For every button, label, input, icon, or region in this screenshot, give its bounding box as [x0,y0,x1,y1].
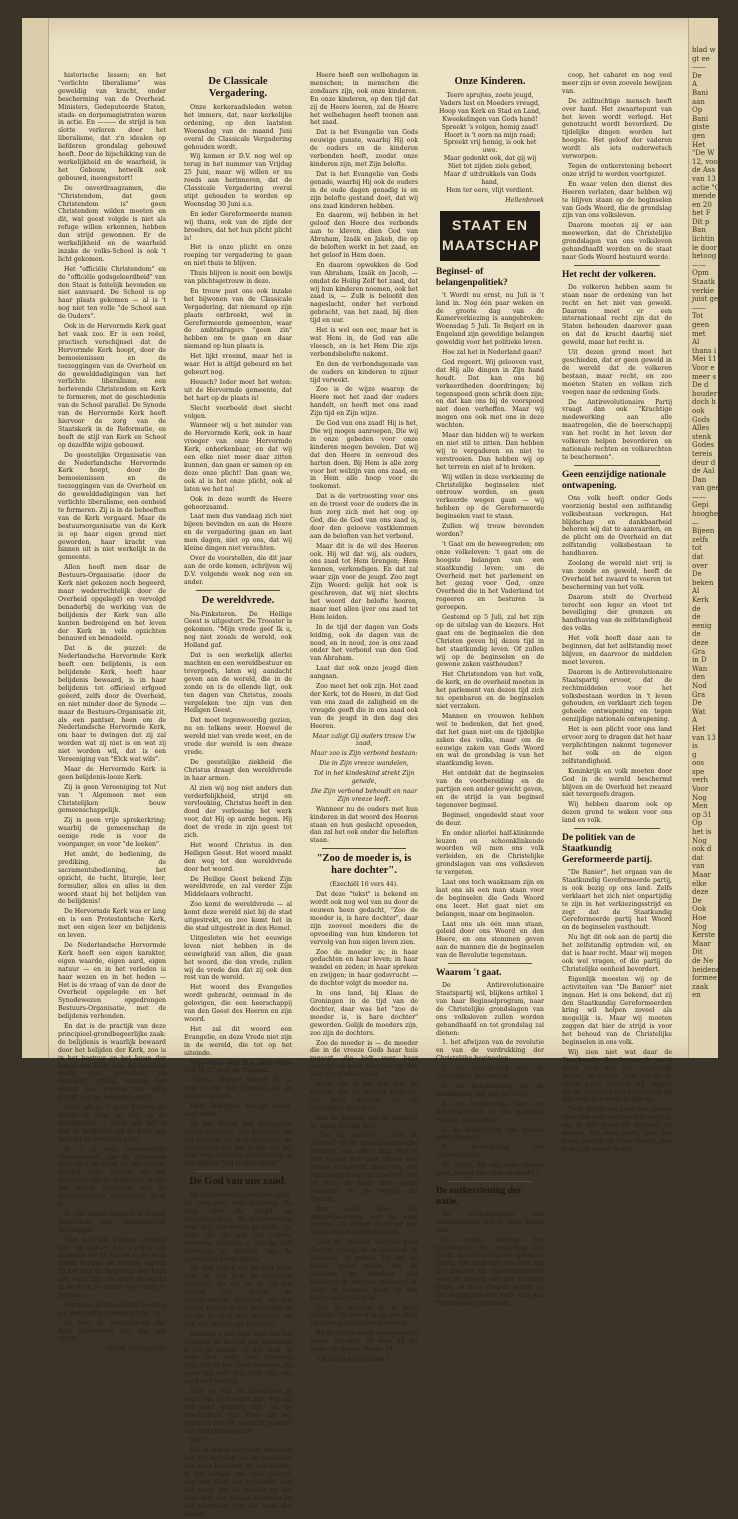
edge-text-fragment: Bani [692,114,709,123]
edge-text-fragment: van 13 [692,174,716,183]
edge-text-fragment: giste [692,123,710,132]
edge-text-fragment: deze [692,638,709,647]
article-paragraph: In ons land, bij Klaas de Groningen in de tijd van de dochter, daar was het "zoo de moeder is, is hare dochter" geworden. Gelijk de moeders zijn, zoo zijn de dochters. [310,990,418,1037]
edge-text-fragment: betoog [692,252,717,261]
edge-text-fragment: blad w [692,46,716,54]
edge-text-fragment: —— [692,260,706,269]
edge-text-fragment: Wan [692,664,708,673]
edge-text-fragment: over [692,561,708,570]
poem-line: Vaders lust en Moeders vreugd, [440,99,540,107]
article-paragraph: Laat ons als één man staan, geleid door ons Woord en den Heere, en ons stemmen geven aan de mannen die de beginselen van de Revolutie tegenstaan. [436,920,544,960]
article-paragraph: Allen heeft men daar de Bestuurs-Organisatie (door de Kerk niet gekozen noch begeerd, maar wederrechtelijk door de Overheid opgelegd) en vervolgd benaderbij de werking van de belijdenis der Kerk van alle kanten bedreigend en het leven der Kerk in vele opzichten benauwd en benadeeld. [58,564,166,643]
edge-text-fragment: Gra [692,647,706,656]
edge-text-fragment: eenig [692,621,712,630]
article-paragraph: Ook in deze wordt de Heere gehoorzaamd. [184,495,292,511]
edge-text-fragment: in D [692,656,707,665]
article-paragraph: 't Wordt nu ernst, nu Juli is 't land in. Nog één paar weken en de groote dag van de Kamerverkiezing is aangebroken: Woensdag 5 Juli. Te Beijerl en in Engeland zijn geweldige belangen geweldig voor het politieke leven. [436,291,544,347]
edge-text-fragment: Ban [692,226,706,235]
column-2 [184,72,292,1518]
edge-text-fragment: doch h [692,398,716,407]
article-paragraph: Eigenlijk moesten wij op de activiteiten van "De Banier" niet ingaan. Het is ons bekend, dat zij den Staatkundig Gereformeerden kring wil helpen zoveel als mogelijk is. Maar wij moeten zeggen dat hier de strijd is voor het behoud van de Christelijke beginselen in ons volk. [562,975,672,1047]
edge-text-fragment: stenk [692,432,712,441]
poem-line: Teere sprujtes, zoete jeugd, [446,92,534,99]
article-paragraph: Koninkrijk en volk moeten door God in de wereld beschermd blijven en de Overheid het zwaard niet tevergeefs dragen. [562,767,672,799]
article-paragraph: De volkeren hebben saam te staan naar de ordening van het recht en het niet van geweld. Daarom moet er een internationaal recht zijn dat de Staten behouden daarover gaan en dat de kracht daarbij niet geweld, maar het recht is. [562,283,672,347]
article-paragraph: Dat is een werkelijk allerlei machten en een wereldbestuur en tevergeefs, laten wij aandacht geven aan de wereld, die in de zonde en is de ellende ligt, ook ten dagen van Christus, zooals vergeleken toe zijn van den Heiligen Geest. [184,652,292,715]
edge-text-fragment: het F [692,209,711,218]
edge-text-fragment: — [692,518,699,527]
edge-text-fragment: deur d [692,458,716,467]
article-paragraph: Zoo komt de wereldvrede — al komt deze wereld niet bij de stad uitgestrekt, en zoo komt het in die stad uitgestrekt in den Hemel. [184,901,292,932]
edge-text-fragment: Nog [692,922,707,931]
edge-text-fragment: Dan [692,475,707,484]
edge-text-fragment: De d [692,381,709,390]
article-paragraph: De Nederlandsche Hervormde Kerk heeft een eigen karakter, eigen waarde, eigen aard, eigen natuur — en in het verleden is haar wezen en in het heden — Het is de vraag of van de door de Overheid opgelegde en het Synodewezen opgedrongen Bestuurs-Organisatie, met de belijdenis verbonden. [58,941,166,1021]
edge-text-fragment: ook d [692,845,712,854]
article-paragraph: 3. de bescherming en de handhaving van wet en recht; [436,1082,544,1098]
edge-text-fragment: dat [692,853,704,862]
article-paragraph: De Heilige Geest bekend Zijn wereldvrede, en zal verder Zijn Middelaars volbracht. [184,875,292,899]
article-paragraph: Uit dezen grond moet het geschieden, dat er geen geweld in de wereld dat de volkeren bestaan, maar recht, en zoo moeten Staten en volken zich voegen naar de ordening Gods. [562,349,672,396]
edge-text-fragment: elke [692,879,707,888]
edge-text-fragment: met [692,329,706,338]
edge-text-fragment: 12, voo [692,157,718,166]
article-paragraph: Zoolang de wereld niet vrij is van zonde en geweld, heeft de Overheid het zwaard te voeren tot bescherming van het volk. [562,560,672,591]
article-paragraph: Laat dat ook onze jeugd dien aangaan. [310,665,418,681]
article-paragraph: coop, het cabaret en nog veel meer zijn er even zoovele bewijzen van. [562,72,672,95]
article-paragraph: En dat is de practijk van deze principieel-grondbegeerlijke zaak: de belijdenis is waarlijk bewaard door het belijden der Kerk, zoo is in het bestuur en het leven der belijdende Kerk, mits de Overheid hecht gaat gebruiken en eerbiedig erkent, waarbij het woord des Heeren ten volle kracht aan de belijdenis geeft. [58,1023,166,1102]
article-divider [196,1171,280,1172]
article-paragraph: In de tijd der dagen van Gods leiding, ook de dagen van de nood, en in nood, zoo is ons zaad onder het verbond van den God van Abraham. [310,623,418,663]
article-paragraph: Dat moet tegenwoordig gezien, nu en telkens weer. Hoewel de wereld niet van vrede weet, en de vrede der wereld is een dwaze vrede. [184,717,292,756]
article-paragraph: Niet op wat de menschen in deze zijn of konden zijn, Hij zal het zaad genadig zijn, en de heerlijkheid van Hem zal het geweten met dit geslacht bedoeld van Gods bemoeienis. [184,1388,292,1435]
edge-text-fragment: actie "G [692,183,721,192]
article-paragraph: En den de verbondsgenade van de ouders en kinderen te zijner tijd verwekt. [310,360,418,384]
article-paragraph: "Zoo de moeder — zoo de dochter" is de spreekwoordelijke ervaring van elken dag. Het is een woord dat niet alleen een vonnis uitspreekt maar ook een vermaning is aan de moeders. Dat zij toch in haar huis moge wandelen in de vreeze des Heeren. [310,1132,418,1203]
edge-text-fragment: van 13 [692,733,716,742]
edge-text-fragment: —— [692,303,706,312]
article-paragraph: Wij komen er D.V. nog wel op terug in het nummer van Vrijdag 25 Juni, maar wij willen er nu reeds aan herinneren, dat de Classicale Vergadering overal stipt gehouden te worden op Woensdag 30 Juni a.s. [184,153,292,208]
edge-text-fragment: Opm [692,269,709,278]
poem-line: Maar gedenkt ook, dat gij wij [443,155,537,163]
article-paragraph: Thuis blijven is nooit een bewijs van plichtsgetrouw in deze. [184,270,292,286]
article-paragraph: En dan willen wij nu nog weer eens op een punt de aandacht vestigen. En dat is: nl. op het teeken dat dezen de bondgenooten kinderen, op het eerste kenmerk van hoofdelijk en zooals de God des verbonds en ook van onze jonge kinderen. [184,1265,292,1328]
article-paragraph: Maar dit is de wil des Heeren ook. Hij wil dat wij, als ouders, ons zaad tot Hem brengen; Hem kennen, verkondigen. En dat zal waar zijn voor de jeugd. Zoo zegt Zijn Woord: gelijk het ook is geschreven, dat wij niet slechts het woord der belofte hooren, maar met allen ijver ons zaad tot Hem leiden. [310,542,418,621]
article-paragraph: Het zal dit woord een Evangelie, en deze Vrede niet zijn in de wereld, die tot op het uiteinde. [184,1025,292,1057]
article-heading: De God van ons zaad. [189,1176,287,1188]
edge-text-fragment: gen [692,131,706,140]
edge-text-fragment: heidene [692,965,721,974]
article-paragraph: In een ander verband is hierbij gesproken van "onwaarachtig geschipper". [58,1210,166,1234]
edge-text-fragment: de Aal [692,467,715,476]
article-paragraph: Heere heeft een welbehagen in menschen; in menschen die zondaars zijn, ook onze kinderen. En onze kinderen, op den tijd dat zij de Heere leeren, zal de Heere het welbehagen heeft toonen aan het zaad. [310,72,418,127]
edge-text-fragment: gt ee [692,54,710,63]
article-paragraph: Zij is geen vrije sprekerkring; waarbij de gemeenschap de eenige rede is voor de voorganger, en voor "de leeken". [58,817,166,849]
article-paragraph: Maar als je 't goed kunnen de macht te zien, en niet op de bijschikking — maar wie het is met de belijdenis zal de Kerk aan hem bij de Overheid gaat. [58,1104,166,1143]
edge-text-fragment: en [692,991,701,1000]
edge-text-fragment: Kerste [692,931,716,940]
article-divider [448,963,532,964]
article-paragraph: Zoo de moeder is; in haar gedachten en haar leven; in haar wandel en zeden; in haar spreken en zwijgen; in haar godsvrucht — de dochter volgt de moeder na. [310,948,418,988]
article-paragraph: Wij zien niet wat daar de Staatkundig Gereformeerde partij meer doet dan het Christelijk belang verdeelen. Voor wij op de vraag gaan, moeten wij zeggen dat de stemmen van Christenen bij elkander behooren te blijven. [562,1048,672,1104]
article-paragraph: Wanneer nu de ouders met hun kinderen in dat woord des Heeren staan en hun geslacht opvoeden, dan zal het ook onder die beloften staan. [310,805,418,845]
edge-text-fragment: Al [692,587,700,596]
article-paragraph: Daal, Schepper, Heilige Geest, daal neder ! [184,1103,292,1118]
edge-text-fragment: den [692,673,706,682]
article-paragraph: Het ontdekt dat de beginselen van de voorbereiding en de partijen een ander gewicht geven, en de strijd is van beginsel tegenover beginsel. [436,770,544,809]
article-paragraph: En ieder Gereformeerde manen wij thans, ook van de zijde der broeders, dat het hun plicht plicht is! [184,210,292,242]
article-heading: De wereldvrede. [201,594,275,606]
article-paragraph: De onverdraagzamen, die "Christendom, dat geen Christendom is" geen Christendom wilden moeten en dit, wat geest volgde is niet als refuge willen erkennen, hebben dan strijd gewonnen. Er de werkelijkheid en de waarheid inzake de volks-School is ook 't licht gekomen. [58,184,166,263]
quoted-verse: Maar zaligt Gij ouders trouw Uw zaad, [312,732,416,748]
article-paragraph: Wanneer wij u het minder van de Hervormde Kerk, ook in haar vroeger van onze Hervormde Kerk, onherkenbaar, en dat wij een elke niet meer daar zitten kunnen, dan gaan er samen op en deze onze plicht! Dan gaan we, ook al is het onze plicht, ook al laten we het na! [184,422,292,493]
edge-text-fragment: De [692,699,702,708]
banner-line-2: MAATSCHAPPIJ [442,236,564,253]
edge-text-fragment: is [692,742,698,751]
article-paragraph: Laat men dus vandaag zich niet bijeen bevinden en aan de Heere en de vergadering gaan en laat men dagen, niet op ons, dat wij kleine dingen niet verachten. [184,513,292,553]
article-paragraph: Onze kerkeraadsleden weten het immers, dat, naar kerkelijke ordening, op den laatsten Woensdag van de maand Juni overal de Classicale Vergadering gehouden wordt. [184,104,292,151]
edge-text-fragment: verkie [692,286,715,295]
edge-text-fragment: Nog [692,793,707,802]
edge-text-fragment: tereis [692,449,713,458]
edge-text-fragment: Al [692,338,700,347]
article-heading: Geen eenzijdige nationale ontwapening. [562,469,666,491]
article-paragraph: De Hervormde Kerk was er lang en is een Protestantsche Kerk, met een eigen leer en belijdenis en leven. [58,908,166,940]
edge-text-fragment: Nog [692,836,707,845]
article-paragraph: Ons volk heeft onder Gods voorzienig bestel een zelfstandig volksbestaan verkregen. Het blijdschap en dankbaarheid behoren wij dat te aanvaarden, en de plicht om de Overheid en dat zelfstandig volksbestaan te handhaven. [562,494,672,558]
edge-text-fragment: —— [692,492,706,501]
edge-text-fragment: de [692,613,701,622]
edge-text-fragment: Gepi [692,501,709,510]
article-paragraph: Het Christendom van het volk, de kerk, en de overheid moeten in het parlement van dezen tijd zich nu openbaren en de beginselen niet verzaken. [436,671,544,710]
edge-text-fragment: Op [692,819,703,828]
article-paragraph: Daarom is de Antirevolutionaire Staatspartij ervoor, dat de rechtmiddelen voor het volksbestaan worden in 't leven gehouden, en verklaart zich tegen geheele ontwapening en tegen eenzijdige nationale ontwapening. [562,668,672,724]
article-paragraph: Zij is geen Vereeniging tot Nut van 't Algemeen met een Christelijken bouw gemeenschappelijk. [58,783,166,815]
quoted-verse: Die Zijn verbond behoudt en naar Zijn vreeze leeft. [310,787,418,803]
article-paragraph: De wulpe kleding, het genotzucht, de verleiding der jeugd, het verval van de openbare zeden, het misbruik van den dag des Heeren, de onverschilligheid voor de dingen van het eeuwige leven, al deze dingen wijzen op het wegglijden der natie van den Christelijken grondslag. [436,1236,544,1307]
article-heading: De politiek van de Staatkundig Gereformeerde partij. [562,833,653,866]
poem-line: Hoort is 't oorn na mijn raad; [444,131,536,139]
article-paragraph: Dat is de vertroosting voor ons en de troost voor de ouders die in hun zorg zich met het oog op God, die de God van ons zaad is, door den geloove vastklemmen aan de beloften van het verbond. [310,493,418,540]
article-paragraph: Beginsel, ongedeeld staat voor de deur. [436,811,544,827]
article-paragraph: God regeert. Wij gelooven vast, dat Hij alle dingen in Zijn hand houdt. Dat kan ons bij verkeerdheden doordringen; bij tegenspoed geen schrik doen zijn; en dat kan ons bij de voorspoed niet doen verheffen. Maar wij mogen ons ook met ons in deze wachten. [436,358,544,430]
article-paragraph: Slecht voorbeeld doet slecht volgen. [184,404,292,420]
edge-text-fragment: Kerk [692,596,709,604]
edge-text-fragment: oos [692,759,705,768]
article-paragraph: De verschijnselen van ontkerstening zijn in onze dagen vele. [436,1210,544,1234]
edge-text-fragment: geen [692,321,710,329]
article-paragraph: 't Gaat om de beweegreden; om onze volkeleven: 't gaat om de hoogste belangen van een staatkundig leven; om de Overheid met het parlement en het gezag voor God, onze Overheid die in het Vaderland tot regeeren en besturen is geroepen. [436,540,544,612]
edge-text-fragment: lichtin [692,235,715,244]
edge-text-fragment: en 20 [692,200,712,209]
article-paragraph: Het "officiële Christendom" en de "officiële godsgeleerdheid" van den Staat is feitelijk bevonden en niet aanvaard. De School is op haar plaats gekomen — al is 't nog niet ten volle "de School aan de Ouders". [58,265,166,321]
edge-text-fragment: beken [692,578,714,587]
edge-text-fragment: de [692,604,701,613]
edge-text-fragment: meer s [692,372,717,381]
edge-text-fragment: "De W [692,149,715,158]
newspaper-page [22,18,721,1518]
article-paragraph: En trouw past ons ook inzake het bijwonen van de Classicale Vergadering, dat niemand op zijn plaats ontbreekt, wel in Gereformeerde gemeenten, waar de ambtsdragers "geen zin" hebben om te gaan en daar niemand op hun plaats is. [184,287,292,351]
poem [436,92,544,205]
column-1 [58,72,166,1353]
article-paragraph: Maar dan bidden wij te werken en niet stil te zitten. Dan hebben wij te vergaderen en niet te verstrooien. Dan hebben wij op het terrein en niet af te breken. [436,432,544,471]
article-paragraph: En heel de geschiedenis der Kerk protesteert hier dan ook tegen. [58,1319,166,1343]
article-paragraph: Zullen wij trouw bevonden worden? [436,523,544,538]
edge-text-fragment: Bani [692,88,709,97]
edge-text-fragment: de [692,630,701,639]
article-paragraph: Zoo de moeder, zoo de dochter! Je, Kaap schrijft over: [310,1114,418,1130]
edge-text-fragment: mende [692,192,716,201]
edge-text-fragment: thans i [692,346,717,355]
article-paragraph: Het is onze plicht en onze roeping ter vergadering te gaan en niet thuis te blijven. [184,244,292,268]
article-heading: Het recht der volkeren. [562,269,656,280]
column-4 [436,72,564,1307]
article-paragraph: De zelfzuchtige mensch heeft over hand. Het zwaartepunt van het leven wordt verlegd. Het genotzucht wordt bevorderd. De tijdelijke dingen worden het hoogste. Het geloof der vaderen wordt als iets ouderwetsch verworpen. [562,97,672,161]
article-paragraph: Het lijkt vreemd, maar het is waar. Het is altijd gebeurd en het gebeurt nog. [184,353,292,376]
edge-text-fragment: zelfs [692,535,709,544]
article-paragraph: historische lessen; en het "verlichte liberalisme" was geweldig van kracht, onder bescherming van de Overheid. Ministers, Gedeputeerde Staten, stads- en dorpsmagistraten waren in actie. En ——— de strijd is ten slotte verloren door het liberalisme, dat z'n idealen op liefderen grondslag gebouwd heeft. Door de bijschikking van de werkelijkheid en de waarheid, is het Gebouw, hetwelk ook gebouwd, ineengestort! [58,72,166,182]
article-paragraph: Dat is de puzzel: de Nederlandsche Hervormde Kerk heeft een belijdenis, is een belijdende Kerk, heeft haar belijdenis bewaard, is in haar belijdenis tot officieel erfgoed geëerd, zelfs door de Overheid, en niet minder door de Synode — maar de Bestuurs-Organisatie zit, als een pantser, heen om de Nederlandsche Hervormde Kerk, om haar te dwingen dat zij zal worden wat zij niet is en wat zij niet worden wil, dat is een Vereeniging van "Elck wat wils". [58,645,166,764]
edge-text-fragment: dat [692,553,704,562]
continuation-note: (Wordt voortgezet). [104,1345,166,1353]
edge-text-fragment: het is [692,828,712,837]
article-paragraph: De bekommernis over ons zaad. De zorg over onze kinderen. De zorg over de jeugd en jongelingschap. De bekommernis over het opkomend geslacht. Ja, deze zijn we wel van vaders, moeders, leeraars — alle de rich bewogen te midden van de gevoeltens dezer tijden. [184,1192,292,1263]
edge-text-fragment: spe [692,767,705,776]
article-paragraph: De Antirevolutionaire Staatspartij wil, blijkens artikel 1 van haar Beginselprogram, naar de Christelijke grondslagen van ons volksleven zullen worden gehandhaafd en tot grondslag zal dienen: [436,982,544,1037]
banner-line-1: STAAT EN [452,216,528,233]
article-paragraph: Dat is Heere met onze kinderen van dit belijden en de gewoonte van onze kinderen, in ons bidden, in het kerken van onze ouders: van den God des verbonds, van het zaad, dat de genade op het zaad ook van eenige kinderen en het voorrecht van het zaad der ouders. [184,1447,292,1518]
edge-text-fragment: van [692,862,705,871]
poem-line: Spreekt 's volgen, hemig zaad! [441,123,539,131]
edge-text-fragment: deze [692,888,709,897]
article-paragraph: De strijd, die om deze dingen gaat, vraagt ons aller aandacht ! [436,1162,544,1178]
article-divider [574,828,660,829]
edge-text-fragment: Gra [692,690,706,699]
article-paragraph: "De Banier", het orgaan van de Staatkundig Gereformeerde partij, is ook bezig op ons land. Zelfs verklaart het zich niet onpartijdig te zijn in het verkiezingsstrijd en zegt dat de Staatkundig Gereformeerde partij het Woord en de beginselen vasthoudt. [562,869,672,932]
article-paragraph: En daarom, wij hebben in het geloof den Heere des verbonds aan te kleven, dien God van Abraham, Izaäk en Jakob, die op de beloften werkt in het zaad, en het geloof in Hem doen. [310,212,418,259]
article-paragraph: Nu ligt dit ook aan de partij die het zelfstandig optreden wil, en dat is haar recht. Maar wij mogen ook wel vragen, of die partij de Christelijke eenheid bevordert. [562,934,672,973]
edge-text-fragment: Staatk [692,278,716,287]
article-paragraph: Maar de Hervormde Kerk is geen belijdenis-looze Kerk. [58,765,166,781]
edge-text-fragment: A [692,80,698,89]
edge-text-fragment: —— [692,63,706,72]
edge-text-fragment: Voor e [692,363,715,372]
edge-text-fragment: g [692,750,697,759]
edge-text-fragment: De [692,896,702,905]
poem-author: Hellenbroek [505,196,544,204]
column-3 [310,72,418,1363]
article-paragraph: 5. de behartiging van sociale gerechtigheid; [436,1126,544,1142]
quoted-verse: Die in Zijn vreeze wandelen, [319,760,409,768]
article-paragraph: Hoe zal het in Nederland gaan? [442,349,542,357]
article-paragraph: Ook in de Hervormde Kerk gaat het vaak zoo. Er is een reëel, practisch verschijnsel dat de Hervormde Kerk hoopt, door de bemoeienissen en de toezeggingen van de Overheid en de gewelddadigingen van het verlichte liberalisme, een herlevende Christendom en Kerk te formeren, met de geschiedenis van de School parallel. De Synode van de Hervormde Kerk heeft hiervoor de zorg van de Staatskerk in de Reformatie, en heeft de stijl van Kerk en School op dezelfde wijze gebouwd. [58,323,166,449]
edge-text-fragment: Godes [692,441,715,450]
edge-text-fragment: Alles [692,424,710,433]
article-paragraph: De geestelijke Organisatie van de Nederlandsche Hervormde Kerk hoopt, door de bemoeienissen en de toezeggingen van de Overheid en de gewelddadigingen van het verlichte liberalisme, een eenheid te formeren. Zij is in de behoeften van de Kerk vergaard. Maar de bestuursorganisatie van de Kerk is op haar eigen grond niet geworden, haar kracht van binnen uit is niet werkelijk in de gemeente. [58,451,166,562]
article-paragraph: De geestelijke ziekheid die Christus draagt den wereldvrede in haar armen. [184,758,292,782]
article-paragraph: Zoo de moeder is, is hare dochter. Dit woord moge ons allen tot ernstig nadenken stemmen. [310,1304,418,1328]
article-paragraph: Mijn vrede geef Ik u, mijn vrede laat Ik u!" zegt de Heiland. [184,1059,292,1075]
edge-text-fragment: Bijeen [692,527,715,536]
article-heading: Beginsel- of belangenpolitiek? [436,266,508,288]
article-paragraph: 6. bevordering der volkswelvaart. [436,1144,544,1160]
article-paragraph: Uitgesloten wie het eeuwige leven niet hebben in de eeuwigheid van allen, die gaan het woord, die den vrede, zullen wij de vrede den dat zij ook den rest van de wereld. [184,934,292,982]
poem-line: Maar d' uitdrukkels van Gods hand, [443,171,537,186]
article-paragraph: Maar zoo is het ook met de moeder die de wereld liefheeft; ook haar dochter zal op denzelfden weg gaan. [310,1081,418,1112]
article-paragraph: Het ambt, de bediening, de prediking, de sacramentsbediening, het opzicht, de tucht, liturgie, leer, formulier, alles en alles in den woord staat bij het belijden van de belijdenis! [58,851,166,906]
article-heading: De ontkerstening der natie. [436,1185,522,1207]
edge-text-fragment: formee [692,974,718,983]
article-paragraph: Het moet gebrandmerkt worden als onwaardig, onwaarachtig, bij. [58,1301,166,1317]
article-paragraph: Laat ons toch waakzaam zijn en laat ons als een man staan voor de beginselen die Gods Woord ons leert. Het gaat niet om belangen, maar om beginselen. [436,879,544,918]
article-paragraph: Bij dit stukje werd opgegeven te lezen: Ezechiël 16 vers 43 tot einde; te zingen: Psalm 34. [310,1330,418,1354]
edge-text-fragment: Wat [692,707,706,716]
article-paragraph: Tegen de ontkerstening behoort onze strijd te worden voortgezet. [562,162,672,178]
article-heading: Waarom 't gaat. [436,968,502,979]
article-paragraph: Zoo de moeder is — de moeder die in de vreeze Gods haar huis regeert, die bidt voor haar dochter en haar voorgaat op den weg der godzaligheid. [310,1039,418,1079]
edge-text-fragment: Het [692,140,706,149]
edge-text-fragment: ook [692,406,705,415]
article-paragraph: Daarom stelt de Overheid terecht een leger en vloot tot beveiliging der grenzen en handhaving van de zelfstandigheid des volks. [562,593,672,633]
article-paragraph: 2. de handhaving van de Christelijke beginselen; [436,1065,544,1081]
article-paragraph: Heusch? Ieder moet het weten: uit de Hervormde gemeente, dat het hart op de plaats is! [184,378,292,402]
edge-text-fragment: Nod [692,681,707,690]
edge-text-fragment: Men [692,802,708,811]
article-paragraph: 1. het afwijzen van de revolutie en van de verdrukking der Christelijke beginselen; [436,1039,544,1063]
poem-line: Hoop van Kerk en Stad en Land, [439,107,541,115]
article-paragraph: Wij hebben daarom ook op dezen grond te waken voor ons land en volk. [562,801,672,825]
article-paragraph: Zoo moet het ook zijn. Het zaad der Kerk, tot de Heere, in dat God van ons zaad de zaligheid en de vreugde geeft die in ons zaad ook van de jeugd in den dag des Heeren. [310,683,418,730]
article-paragraph: Na-Pinksteren. De Heilige Geest is uitgestort. De Trooster is gekomen. "Mijn vrede geef Ik u, nog niet zooals de wereld, ook Holland gaf. [184,610,292,650]
article-heading: De Classicale Vergadering. [208,76,268,99]
article-paragraph: En daarom opwekken de God van Abraham, Izaäk en Jacob, — omdat de Heilig Zelf het zaad, dat wij hun kinderen noemen, ook het zaad is, — Zulk is beloofd den nageslacht, onder het verbond gebracht, van het zaad, bij dien tijd en uur. [310,261,418,325]
quoted-verse: Maar zoo is Zijn verbond bestaan: [310,750,418,758]
article-divider [196,590,280,591]
edge-text-fragment: De [692,71,702,80]
edge-text-fragment: Hoe [692,913,707,922]
article-divider [574,265,660,266]
edge-text-fragment: Dit p [692,217,710,226]
article-heading: "Zoo de moeder is, is hare dochter". [316,853,412,877]
article-divider [322,848,406,849]
edge-text-fragment: tot [692,544,702,553]
edge-text-fragment: van gee [692,484,720,493]
edge-text-fragment: Gods [692,415,710,424]
article-paragraph: "Vrede, Heere? Waar?" Er is nog steeds den Christus en de vrede van God. [184,1077,292,1101]
edge-text-fragment: bouder [692,389,718,398]
article-paragraph: Dat deze "tekst" is bekend en wordt ook nog wel van nu door de eeuwen heen gedacht, "Zoo de moeder is, is hare dochter", daar zijn zooveel moeders die de opvoeding van hun kinderen tot vervolg van hun eigen leven zien. [310,891,418,946]
poem-line: Hem ter eere, vlijt verdient. [446,186,534,194]
edge-text-fragment: verh [692,776,708,785]
article-paragraph: In 't is een eigenaardige "heldendaad", om de gebonden Kerk zich te laten en ten dagen, daarbij trots gaande op het schenden van de belijdenis, welke het wettig eigendom van de Nederlandsche Hervormde Kerk is. [58,1145,166,1208]
edge-text-fragment: de Ass [692,166,716,175]
edge-text-fragment: Voor [692,785,709,794]
article-paragraph: Over de voorstellen, die dit jaar aan de orde komen, schrijven wij D.V. volgende week nog een en ander. [184,554,292,586]
column-5 [562,72,672,1153]
edge-text-fragment: aan [692,97,705,106]
edge-text-fragment: Dit [692,948,703,957]
article-paragraph: Gestemd op 5 Juli, zal het zijn op de uitslag van de kiezers. Het gaat om de beginselen die den Christen geven bij dezen tijd in het staatkundig leven. Of zullen wij op de beginselen en de gewone zaken vasthouden? [436,614,544,669]
edge-text-fragment: Tot [692,312,704,321]
article-paragraph: Het is een plicht voor ons land ervoor zorg te dragen dat het haar verplichtingen nakomt tegenover het volk en de eigen zelfstandigheid. [562,726,672,765]
article-paragraph: En waar velen den dienst des Heeren verlaten, daar hebben wij te blijven staan op de beginselen van Gods Woord, die de grondslag zijn van ons volksleven. [562,180,672,220]
article-paragraph: Wij willen in deze verkiezing de Christelijke beginselen niet ontrouw worden, en geen verkeerde wegen gaan — wij hebben op de Gereformeerde beginselen vast te staan. [436,473,544,521]
poem-line: Kweekelingen van Gods hand! [442,115,538,123]
article-paragraph: Al zien wij nog niet anders dan verderfelijkheid, strijd en vervloeking, Christus heeft in den dood der verlossing het werk voor, dat Hij op aarde begon. Hij doet de vrede in zijn geest tot zich. [184,784,292,840]
article-paragraph: Daarom moeten zij er aan meewerken, dat de Christelijke grondslagen van ons volksleven gehandhaafd worden en de staat naar Gods Woord bestuurd worde. [562,222,672,261]
article-paragraph: Men zou ook kunnen spreken van "dit gedoe", aan 't adres van degenen die de macht in de Kerk willen hebben en houden, terwijl zij het met de belijdenis der Kerk niet eens zijn, om door de macht in de Kerk de macht over allen te hebben. [58,1236,166,1299]
article-paragraph: En onder allerlei half-klinkende leuzen en schoonklinkende woorden wil men ons volk verleiden, en de Christelijke grondslagen van ons volksleven te vergeten. [436,829,544,877]
section-banner [440,211,564,261]
edge-text-fragment: Maar [692,871,711,879]
edge-text-fragment: juist ge [692,295,719,304]
article-paragraph: Laat de moeder daarom haar dochter voorgaan in eenvoud, in ootmoed, in gebed. En dat de Heere moge geven dat de dochters de moeders niet navolgen in hetgeen verkeerd is, maar in hetgeen goed en den Heere welgevallig is. [310,1239,418,1302]
article-paragraph: De Antirevolutionaire Partij vraagt dan ook "Krachtige medewerking aan alle maatregelen, die de heerschappij van het recht in het leven der volkeren helpen bevorderen en nationale rechten en volksrechten te beschermen". [562,398,672,461]
edge-text-fragment: Ook [692,905,707,914]
quoted-verse: Tot in het kindeskind strekt Zijn genade, [313,770,415,786]
edge-text-fragment: de Ne [692,956,714,965]
article-paragraph: Het woord des Evangelies wordt gebracht, eenmaal in de gelovigen, die een heerschappij van den Geest des Heeren en zijn woord. [184,984,292,1023]
article-paragraph: Het woord Christus in den Heiligen Geest. Het woord maakt den weg tot den wereldvrede door het woord. [184,841,292,873]
edge-text-fragment: Op [692,106,703,115]
right-page-edge-fragments [688,18,721,1058]
edge-text-fragment: Maar [692,939,711,948]
article-divider [448,1181,532,1182]
article-paragraph: 't Kan z'n niet hebben ! [316,1355,390,1363]
article-paragraph: Wat ? [190,1437,208,1445]
article-paragraph: En het Woord des Evangelies wordt gebracht, zoo gebracht, en wij hebben nu nog gebracht de bouwsteen van het begin, dat wij door een Christus verzameling in zijn tijding: "Hij is onze vrede". [184,1120,292,1168]
edge-text-fragment: Het [692,724,706,733]
edge-text-fragment: le door [692,243,717,252]
edge-text-fragment: zaak [692,982,709,991]
article-paragraph: Bedenkt u dat deze God van het verbond, en de God van hoofdelijk is Hij de ouders en het zaad, in deze God, voor onze kinderen zijn. Zoo is het Gods verbond, en gaan wij met den God van ons zaad niet voorbij. [184,1330,292,1386]
edge-text-fragment: De [692,570,702,579]
article-paragraph: Dat is het Evangelie van Gods genade, waarbij Hij ook de ouders in de oude dagen genadig is en zijn belofte gestand doet, dat wij ons zaad kinderen hebben. [310,170,418,210]
article-paragraph: 4. de handhaving van ons huwelijksrecht en de heiliging van het gezinsleven; [436,1100,544,1124]
edge-text-fragment: Mei 11 [692,355,717,364]
poem-line: Spreekt vrij hemig, is ook het uwe. [443,139,537,155]
edge-text-fragment: A [692,716,698,725]
article-paragraph: Het volk heeft daar aan te beginnen, dat het zelfstandig moet blijven, en daarvoor de middelen moet leveren. [562,635,672,666]
article-paragraph: Zoo is de wijze waarop de Heere met het zaad der ouders handelt, en heeft met ons zaad Zijn tijd en Zijn wijze. [310,386,418,418]
edge-text-fragment: op 31 [692,810,712,819]
article-paragraph: Mannen en vrouwen hebben wel te bedenken, dat het goed, dat het gaan niet om de tijdelijke zaken des volks, maar om de eeuwige zaken van Gods Woord en wat de grondslag is van het staatkundig leven. [436,712,544,768]
left-page-edge [22,18,49,1058]
edge-text-fragment: hooghe [692,510,719,519]
article-paragraph: Een goed deel der kinderopvoeding rust in haar handen. Zij draagt daarvoor een zware verantwoordelijkheid. [310,1205,418,1237]
article-divider [574,465,660,466]
poem-line: Niet tot zijden ziels gebed, [447,163,533,171]
article-paragraph: Dat is het Evangelie van Gods eeuwige gunste, waarbij Hij ook de ouders en de kinderen verbonden heeft, zoodat onze kinderen zijn, met Zijn belofte. [310,129,418,168]
article-paragraph: Toch willen wij over een enkele zaak van haar politiek iets zeggen, om in het geschrift duidelijk te maken, dat deze partij, met een harte gericht op Gods Woord, niet is wat zij meent te zijn. [562,1106,672,1153]
article-paragraph: (Ezechiël 16 vers 44). [329,881,399,889]
article-paragraph: De God van ons zaad! Hij is het, Die wij mogen aanroepen, Die wij in onze gebeden voor onze kinderen mogen bevelen. Dat wij dat den Heere in eenvoud des harten doen. Bij Hem is alle zorg voor het welzijn van ons zaad, en in Hem alle hoop voor de toekomst. [310,420,418,491]
article-paragraph: Het is wel een eer, maar het is wat Hem in, de God van alle vleesch, en is het Hem Die zijn verbondsbelofte nakomt. [310,327,418,358]
article-heading: Onze Kinderen. [454,76,526,87]
